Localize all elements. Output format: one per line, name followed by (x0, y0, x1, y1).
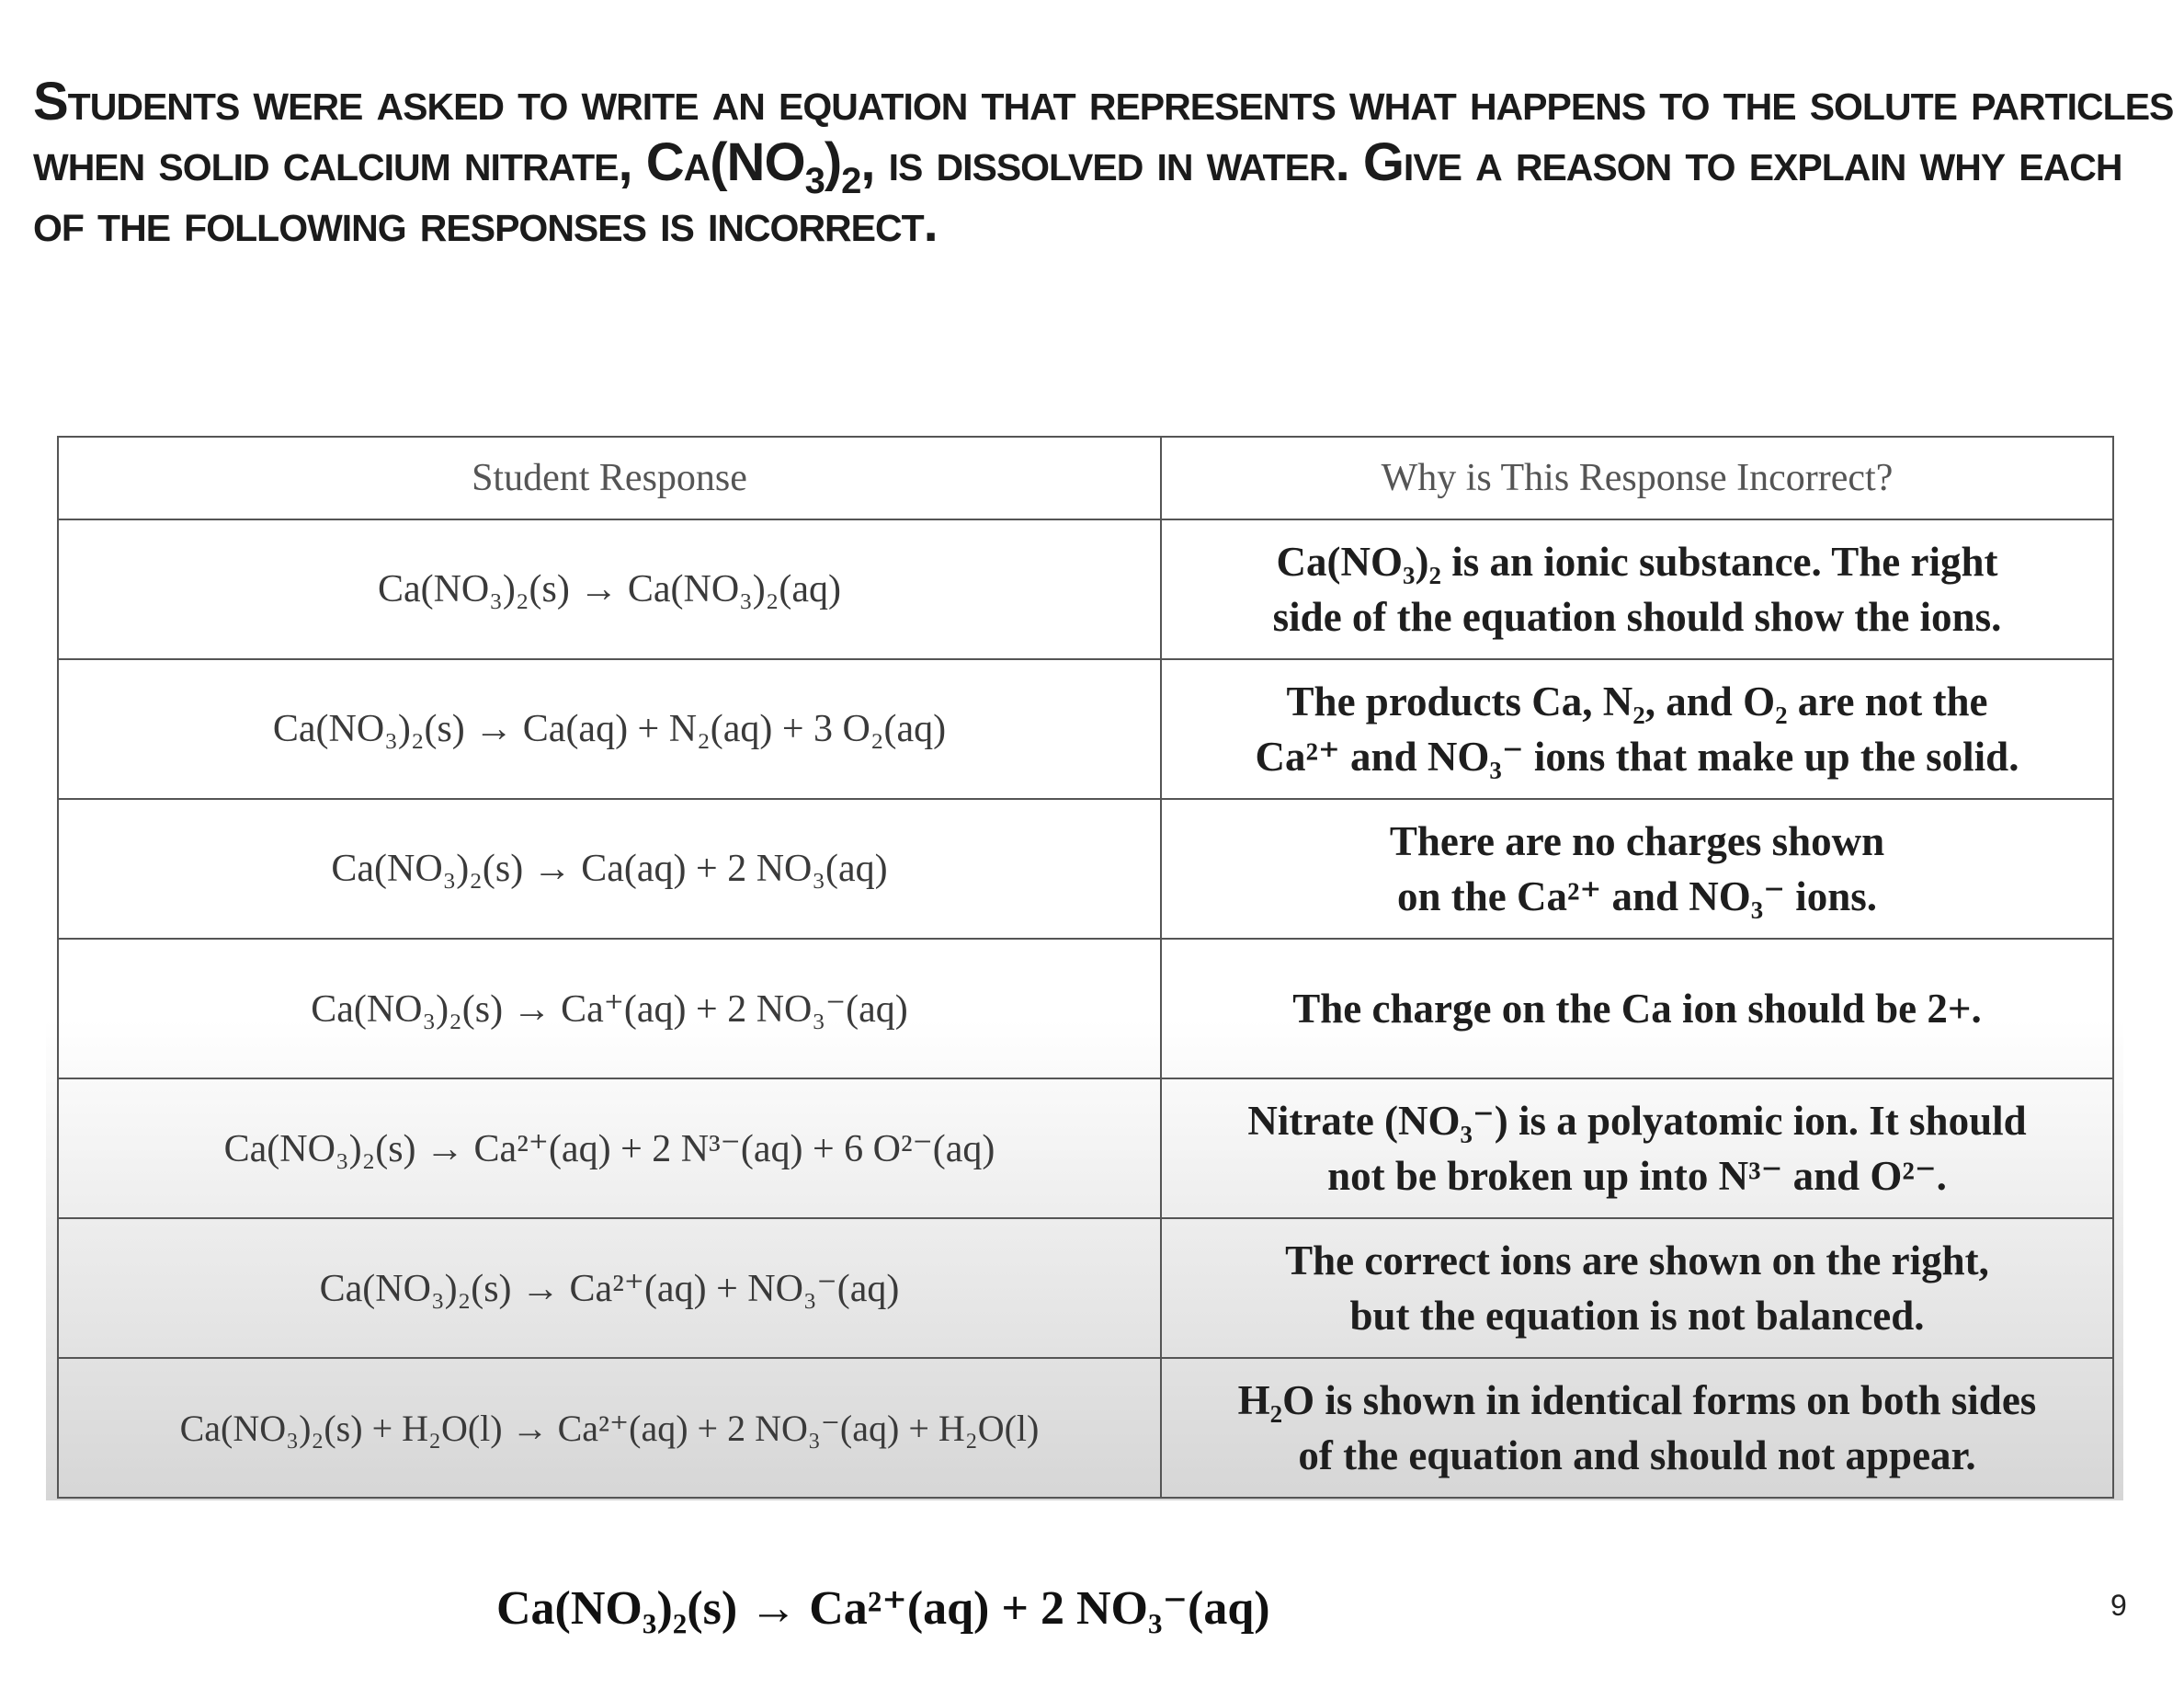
response-reason (1161, 799, 2113, 939)
response-reason (1161, 1078, 2113, 1218)
header-student-response: Student Response (58, 437, 1161, 519)
page-number: 9 (2110, 1589, 2127, 1622)
response-equation: Ca(NO₃)₂(s) → Ca(aq) + 2 NO₃(aq) (58, 799, 1161, 939)
reason-line: Ca²⁺ and NO₃⁻ ions that make up the solid. (1255, 734, 2019, 780)
response-equation: Ca(NO₃)₂(s) → Ca(aq) + N₂(aq) + 3 O₂(aq) (58, 659, 1161, 799)
prompt-line-2-part-c: , is dissolved in water. Give a reason to explain why each (860, 132, 2122, 192)
reason-line: Ca(NO₃)₂ is an ionic substance. The right (1276, 539, 1998, 585)
response-reason (1161, 1218, 2113, 1358)
response-equation: Ca(NO₃)₂(s) → Ca⁺(aq) + 2 NO₃⁻(aq) (58, 939, 1161, 1078)
table-row (58, 1078, 2113, 1218)
response-reason (1161, 519, 2113, 659)
table-row (58, 799, 2113, 939)
table-row (58, 1218, 2113, 1358)
prompt-subscript-2: 2 (841, 161, 861, 201)
correct-equation: Ca(NO₃)₂(s) → Ca²⁺(aq) + 2 NO₃⁻(aq) (496, 1582, 1270, 1635)
table-row (58, 939, 2113, 1078)
prompt-subscript-3: 3 (804, 161, 825, 201)
response-equation: Ca(NO₃)₂(s) → Ca²⁺(aq) + NO₃⁻(aq) (58, 1218, 1161, 1358)
response-reason (1161, 1358, 2113, 1498)
header-why-incorrect: Why is This Response Incorrect? (1161, 437, 2113, 519)
question-prompt (33, 72, 2174, 254)
reason-line: The products Ca, N₂, and O₂ are not the (1286, 679, 1988, 724)
reason-line: The charge on the Ca ion should be 2+. (1292, 986, 1982, 1032)
reason-line: The correct ions are shown on the right, (1285, 1237, 1989, 1283)
table-header-row (58, 437, 2113, 519)
response-reason (1161, 939, 2113, 1078)
response-equation: Ca(NO₃)₂(s) + H₂O(l) → Ca²⁺(aq) + 2 NO₃⁻(aq) + H₂O(l) (58, 1358, 1161, 1498)
responses-table (57, 436, 2114, 1499)
reason-line: H₂O is shown in identical forms on both sides (1237, 1377, 2037, 1423)
reason-line: but the equation is not balanced. (1349, 1293, 1925, 1339)
reason-line: not be broken up into N³⁻ and O²⁻. (1327, 1153, 1947, 1199)
table-row (58, 659, 2113, 799)
reason-line: There are no charges shown (1389, 818, 1885, 864)
prompt-line-2-part-a: when solid calcium nitrate, Ca(NO (33, 132, 805, 192)
reason-line: of the equation and should not appear. (1298, 1432, 1976, 1478)
prompt-line-2-part-b: ) (824, 132, 842, 192)
table-row (58, 1358, 2113, 1498)
reason-line: on the Ca²⁺ and NO₃⁻ ions. (1396, 873, 1878, 919)
responses-table-image (46, 432, 2123, 1500)
prompt-line-2 (33, 132, 2147, 201)
response-equation: Ca(NO₃)₂(s) → Ca(NO₃)₂(aq) (58, 519, 1161, 659)
prompt-line-3: of the following responses is incorrect. (33, 193, 938, 253)
reason-line: side of the equation should show the ions. (1272, 594, 2002, 640)
response-equation: Ca(NO₃)₂(s) → Ca²⁺(aq) + 2 N³⁻(aq) + 6 O²⁻(aq) (58, 1078, 1161, 1218)
table-row (58, 519, 2113, 659)
prompt-line-1: Students were asked to write an equation that represents what happens to the solute particles (33, 72, 2174, 131)
reason-line: Nitrate (NO₃⁻) is a polyatomic ion. It should (1247, 1098, 2027, 1144)
response-reason (1161, 659, 2113, 799)
